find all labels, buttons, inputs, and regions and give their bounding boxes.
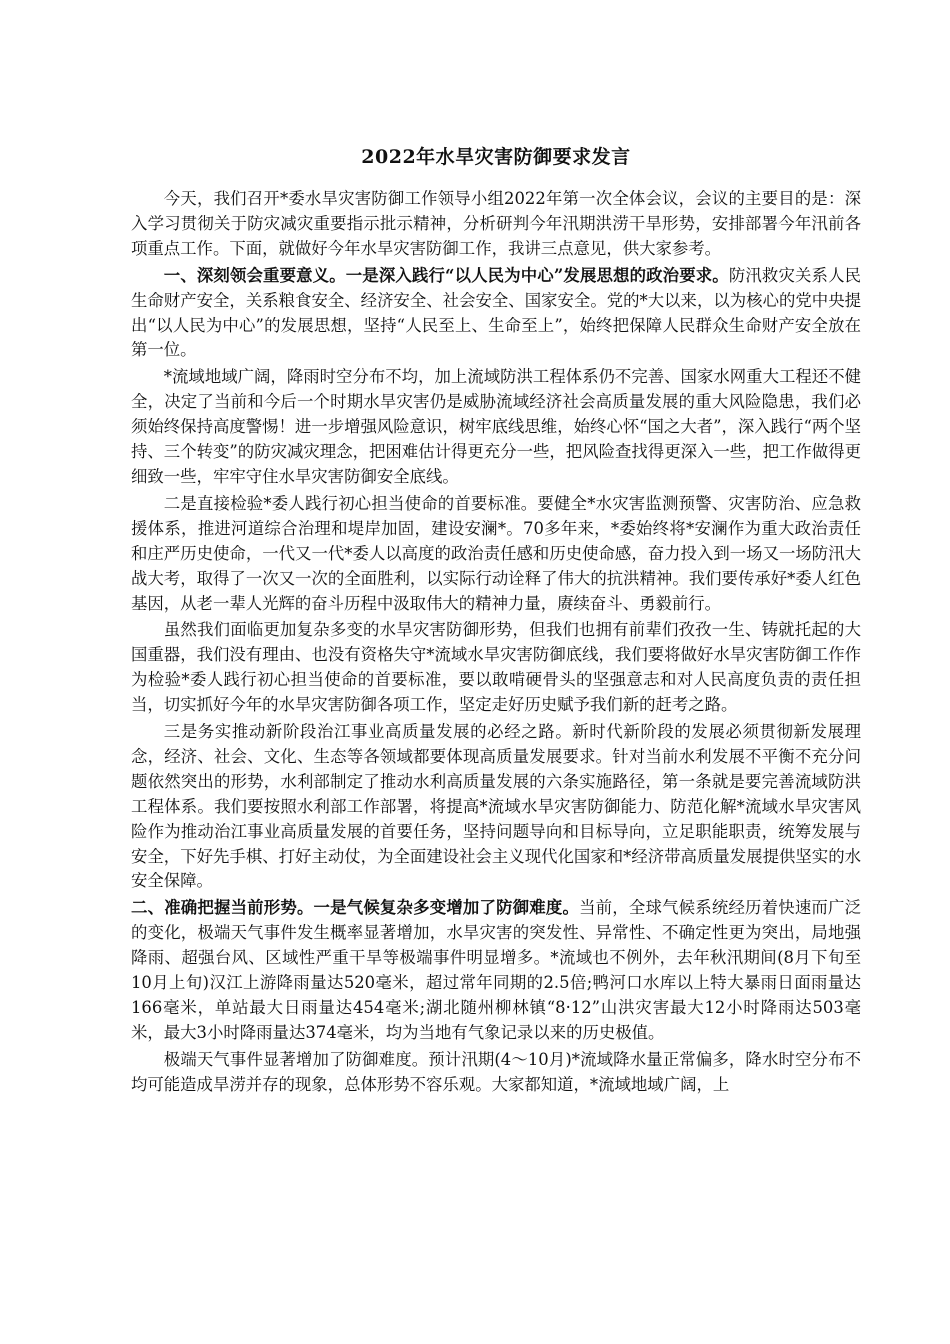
document-title: 2022年水旱灾害防御要求发言	[361, 146, 631, 168]
paragraph-text: 二是直接检验*委人践行初心担当使命的首要标准。要健全*水灾害监测预警、灾害防治、应急救援体系，推进河道综合治理和堤岸加固，建设安澜*。70多年来，*委始终将*安澜作为重大政治责任和庄严历史使命，一代又一代*委人以高度的政治责任感和历史使命感，奋力投入到一场又一场防汛大战大考，取得了一次又一次的全面胜利，以实际行动诠释了伟大的抗洪精神。我们要传承好*委人红色基因，从老一辈人光辉的奋斗历程中汲取伟大的精神力量，赓续奋斗、勇毅前行。	[131, 493, 861, 613]
paragraph-text: 防汛救灾关系人民生命财产安全，关系粮食安全、经济安全、社会安全、国家安全。党的*大以来，以为核心的党中央提出“以人民为中心”的发展思想，坚持“人民至上、生命至上”，始终把保障人民群众生命财产安全放在第一位。	[131, 265, 862, 360]
paragraph-text: *流域地域广阔，降雨时空分布不均，加上流域防洪工程体系仍不完善、国家水网重大工程还不健全，决定了当前和今后一个时期水旱灾害仍是威胁流域经济社会高质量发展的重大风险隐患，我们必须始终保持高度警惕！进一步增强风险意识，树牢底线思维，始终心怀“国之大者”，深入践行“两个坚持、三个转变”的防灾减灾理念，把困难估计得更充分一些，把风险查找得更深入一些，把工作做得更细致一些，牢牢守住水旱灾害防御安全底线。	[131, 367, 861, 486]
paragraph-heritage	[131, 618, 861, 718]
paragraph-text: 当前，全球气候系统经历着快速而广泛的变化，极端天气事件发生概率显著增加，水旱灾害的突发性、异常性、不确定性更为突出，局地强降雨、超强台风、区域性严重干旱等极端事件明显增多。*流域也不例外，去年秋汛期间(8月下旬至10月上旬)汉江上游降雨量达520毫米，超过常年同期的2.5倍;鸭河口水库以上特大暴雨日面雨量达166毫米，单站最大日雨量达454毫米;湖北随州柳林镇“8·12”山洪灾害最大12小时降雨达503毫米，最大3小时降雨量达374毫米，均为当地有气象记录以来的历史极值。	[131, 898, 862, 1042]
paragraph-risk	[131, 365, 861, 490]
paragraph-text: 虽然我们面临更加复杂多变的水旱灾害防御形势，但我们也拥有前辈们孜孜一生、铸就托起的大国重器，我们没有理由、也没有资格失守*流域水旱灾害防御底线，我们要将做好水旱灾害防御工作作为检验*委人践行初心担当使命的首要标准，要以敢啃硬骨头的坚强意志和对人民高度负责的责任担当，切实抓好今年的水旱灾害防御各项工作，坚定走好历史赋予我们新的赶考之路。	[131, 620, 861, 715]
paragraph-intro	[131, 187, 861, 262]
paragraph-section-2	[131, 896, 861, 1045]
paragraph-second-point	[131, 492, 861, 617]
paragraph-forecast	[131, 1048, 861, 1098]
paragraph-text: 三是务实推动新阶段治江事业高质量发展的必经之路。新时代新阶段的发展必须贯彻新发展理念，经济、社会、文化、生态等各领域都要体现高质量发展要求。针对当前水利发展不平衡不充分问题依然突出的形势，水利部制定了推动水利高质量发展的六条实施路径，第一条就是要完善流域防洪工程体系。我们要按照水利部工作部署，将提高*流域水旱灾害防御能力、防范化解*流域水旱灾害风险作为推动治江事业高质量发展的首要任务，坚持问题导向和目标导向，立足职能职责，统筹发展与安全，下好先手棋、打好主动仗，为全面建设社会主义现代化国家和*经济带高质量发展提供坚实的水安全保障。	[131, 722, 861, 891]
section-heading: 一、深刻领会重要意义。一是深入践行“以人民为中心”发展思想的政治要求。	[163, 265, 729, 285]
paragraph-text: 极端天气事件显著增加了防御难度。预计汛期(4～10月)*流域降水量正常偏多，降水时空分布不均可能造成旱涝并存的现象，总体形势不容乐观。大家都知道，*流域地域广阔，上	[131, 1049, 861, 1094]
paragraph-section-1	[131, 264, 861, 364]
paragraph-text: 今天，我们召开*委水旱灾害防御工作领导小组2022年第一次全体会议，会议的主要目的是：深入学习贯彻关于防灾减灾重要指示批示精神，分析研判今年汛期洪涝干旱形势，安排部署今年汛前各项重点工作。下面，就做好今年水旱灾害防御工作，我讲三点意见，供大家参考。	[131, 189, 861, 258]
paragraph-third-point	[131, 720, 861, 894]
document-page	[131, 140, 861, 1100]
section-heading: 二、准确把握当前形势。一是气候复杂多变增加了防御难度。	[131, 898, 580, 918]
